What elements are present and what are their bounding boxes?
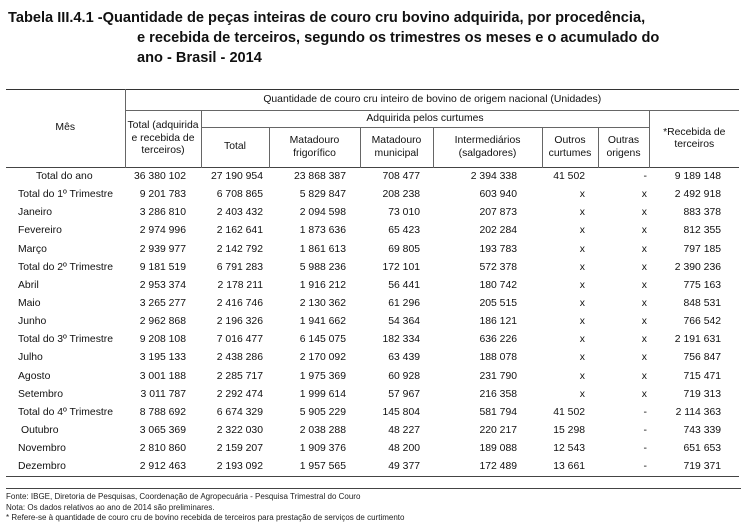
cell-total: 9 181 519 [139,261,186,273]
header-total: Total [201,128,269,168]
cell-mun: 48 200 [388,443,420,455]
cell-total: 3 001 188 [139,370,186,382]
cell-mun: 60 928 [388,370,420,382]
cell-frig: 23 868 387 [293,171,346,183]
cell-outc: x [579,388,585,400]
cell-receb: 715 471 [683,370,722,382]
cell-receb: 848 531 [683,298,722,310]
cell-outo: x [641,370,647,382]
cell-inter: 636 226 [479,334,517,346]
cell-outc: 15 298 [553,425,585,437]
cell-mun: 73 010 [388,207,420,219]
table-row [6,241,739,259]
cell-frig: 2 130 362 [299,298,346,310]
header-outros-curtumes: Outros curtumes [542,128,598,168]
header-total-adquirida: Total (adquirida e recebida de terceiros) [125,111,201,168]
cell-total: 2 939 977 [139,243,186,255]
cell-outo: x [641,225,647,237]
cell-mes: Total do 4º Trimestre [18,406,114,418]
table-row [6,313,739,331]
cell-frig: 1 957 565 [299,461,346,473]
table-row [6,295,739,313]
table-row [6,349,739,367]
cell-mun: 208 238 [382,189,420,201]
cell-inter: 180 742 [479,279,517,291]
cell-outc: x [579,225,585,237]
table-row [6,440,739,458]
cell-outo: x [641,261,647,273]
cell-receb: 2 191 631 [674,334,722,346]
cell-mes: Setembro [18,388,64,400]
cell-mun: 69 805 [388,243,420,255]
cell-inter: 172 489 [479,461,517,473]
cell-outo: - [643,425,647,437]
cell-mes: Novembro [18,443,66,455]
table-row [6,368,739,386]
cell-outo: - [643,171,647,183]
cell-frig: 5 905 229 [299,406,346,418]
header-mes: Mês [55,122,76,134]
cell-adq-total: 2 193 092 [216,461,263,473]
cell-adq-total: 27 190 954 [210,171,263,183]
cell-receb: 797 185 [683,243,722,255]
table-row [6,259,739,277]
table-title [8,8,738,68]
cell-mun: 63 439 [388,352,420,364]
cell-total: 2 810 860 [139,443,186,455]
cell-receb: 743 339 [683,425,722,437]
cell-inter: 205 515 [479,298,517,310]
table-row [6,186,739,204]
cell-outc: x [579,298,585,310]
cell-inter: 188 078 [479,352,517,364]
cell-adq-total: 2 196 326 [216,316,263,328]
table-row [6,277,739,295]
cell-frig: 2 094 598 [299,207,346,219]
cell-adq-total: 2 322 030 [216,425,263,437]
cell-outc: x [579,334,585,346]
cell-inter: 216 358 [479,388,517,400]
header-subgroup: Adquirida pelos curtumes [201,111,649,128]
cell-outo: x [641,388,647,400]
cell-mes: Total do 3º Trimestre [18,334,114,346]
cell-total: 2 962 868 [139,316,186,328]
cell-frig: 1 916 212 [299,279,346,291]
cell-mun: 56 441 [388,279,420,291]
cell-mun: 65 423 [388,225,420,237]
cell-receb: 812 355 [683,225,722,237]
cell-total: 9 201 783 [139,189,186,201]
cell-inter: 572 378 [479,261,517,273]
cell-adq-total: 6 708 865 [216,189,263,201]
table-row [6,386,739,404]
cell-outc: x [579,352,585,364]
cell-outc: x [579,370,585,382]
cell-outc: x [579,261,585,273]
cell-frig: 1 999 614 [299,388,346,400]
cell-inter: 189 088 [479,443,517,455]
cell-inter: 193 783 [479,243,517,255]
cell-adq-total: 2 403 432 [216,207,263,219]
cell-outc: x [579,316,585,328]
cell-inter: 581 794 [479,406,517,418]
header-group: Quantidade de couro cru inteiro de bovino de origem nacional (Unidades) [125,90,739,111]
cell-frig: 5 988 236 [299,261,346,273]
cell-total: 3 286 810 [139,207,186,219]
cell-outo: - [643,461,647,473]
cell-mes: Abril [18,279,39,291]
cell-adq-total: 6 674 329 [216,406,263,418]
footnotes [6,488,741,524]
cell-mun: 57 967 [388,388,420,400]
footnote-source: Fonte: IBGE, Diretoria de Pesquisas, Coordenação de Agropecuária - Pesquisa Trimestral do Couro [6,492,361,501]
cell-frig: 1 975 369 [299,370,346,382]
cell-adq-total: 2 285 717 [216,370,263,382]
cell-adq-total: 2 159 207 [216,443,263,455]
cell-mes: Total do 2º Trimestre [18,261,114,273]
cell-frig: 1 941 662 [299,316,346,328]
cell-frig: 1 909 376 [299,443,346,455]
cell-adq-total: 7 016 477 [216,334,263,346]
header-municipal: Matadouro municipal [360,128,433,168]
cell-mes: Junho [18,316,47,328]
cell-total: 2 912 463 [139,461,186,473]
title-line-2: e recebida de terceiros, segundo os trimestres os meses e o acumulado do [137,30,660,46]
cell-inter: 202 284 [479,225,517,237]
cell-mun: 48 227 [388,425,420,437]
cell-inter: 207 873 [479,207,517,219]
cell-mes: Agosto [18,370,51,382]
cell-outc: 41 502 [553,171,585,183]
cell-inter: 231 790 [479,370,517,382]
cell-outc: 12 543 [553,443,585,455]
cell-mes: Janeiro [18,207,53,219]
cell-receb: 2 492 918 [674,189,722,201]
cell-mes: Total do ano [36,171,93,183]
cell-frig: 5 829 847 [299,189,346,201]
cell-outo: x [641,298,647,310]
cell-inter: 2 394 338 [470,171,517,183]
cell-total: 8 788 692 [139,406,186,418]
cell-inter: 220 217 [479,425,517,437]
table-row [6,422,739,440]
cell-receb: 2 114 363 [675,406,722,418]
cell-mun: 145 804 [382,406,420,418]
title-line-1: Quantidade de peças inteiras de couro cru bovino adquirida, por procedência, [102,10,646,26]
cell-total: 2 953 374 [139,279,186,291]
cell-outc: 13 661 [553,461,585,473]
cell-adq-total: 2 178 211 [217,279,263,291]
cell-adq-total: 2 416 746 [216,298,263,310]
cell-total: 2 974 996 [139,225,186,237]
cell-mun: 172 101 [382,261,420,273]
cell-receb: 756 847 [683,352,722,364]
cell-mun: 54 364 [388,316,420,328]
cell-receb: 719 371 [683,461,722,473]
cell-mes: Fevereiro [18,225,62,237]
header-frigorifico: Matadouro frigorífico [269,128,360,168]
cell-receb: 775 163 [683,279,722,291]
cell-total: 36 380 102 [133,171,186,183]
cell-mes: Julho [18,352,43,364]
cell-mes: Outubro [21,425,59,437]
cell-mes: Maio [18,298,41,310]
cell-mes: Março [18,243,47,255]
cell-outo: x [641,243,647,255]
cell-inter: 603 940 [479,189,517,201]
table-row [6,204,739,222]
cell-frig: 2 170 092 [299,352,346,364]
cell-frig: 1 861 613 [299,243,346,255]
cell-outo: x [641,279,647,291]
footnote-note: Nota: Os dados relativos ao ano de 2014 são preliminares. [6,502,215,512]
title-line-3: ano - Brasil - 2014 [137,50,262,66]
cell-mes: Total do 1º Trimestre [18,189,114,201]
cell-receb: 719 313 [683,388,722,400]
cell-outo: x [641,352,647,364]
cell-adq-total: 2 162 641 [216,225,263,237]
cell-total: 9 208 108 [139,334,186,346]
table-row [6,331,739,349]
cell-adq-total: 2 142 792 [216,243,263,255]
cell-total: 3 011 787 [140,388,186,400]
data-table [6,89,739,477]
cell-frig: 2 038 288 [299,425,346,437]
cell-receb: 9 189 148 [674,171,722,183]
cell-outc: x [579,243,585,255]
header-outras-origens: Outras origens [598,128,649,168]
table-row [6,222,739,240]
cell-adq-total: 2 292 474 [216,388,263,400]
cell-mun: 49 377 [388,461,420,473]
table-row [6,168,739,187]
cell-mes: Dezembro [18,461,66,473]
cell-inter: 186 121 [479,316,517,328]
cell-outo: - [643,406,647,418]
cell-receb: 2 390 236 [674,261,722,273]
cell-mun: 182 334 [382,334,420,346]
cell-adq-total: 2 438 286 [216,352,263,364]
cell-outo: x [641,316,647,328]
cell-frig: 1 873 636 [299,225,346,237]
cell-outc: x [579,207,585,219]
cell-total: 3 195 133 [139,352,186,364]
cell-outo: x [641,189,647,201]
footnote-asterisk: * Refere-se à quantidade de couro cru de bovino recebida de terceiros para prestação de serviços de curtimento [6,513,405,522]
cell-adq-total: 6 791 283 [216,261,263,273]
header-recebida: *Recebida de terceiros [649,111,739,168]
cell-mun: 708 477 [382,171,420,183]
title-prefix: Tabela III.4.1 - [8,10,103,26]
cell-receb: 766 542 [683,316,722,328]
cell-outc: x [579,279,585,291]
cell-total: 3 065 369 [139,425,186,437]
cell-outc: 41 502 [553,406,585,418]
header-intermediarios: Intermediários (salgadores) [433,128,542,168]
cell-total: 3 265 277 [139,298,186,310]
cell-outo: x [641,207,647,219]
cell-outc: x [579,189,585,201]
table-row [6,458,739,477]
cell-mun: 61 296 [388,298,420,310]
cell-receb: 883 378 [683,207,722,219]
cell-outo: x [641,334,647,346]
table-row [6,404,739,422]
cell-outo: - [643,443,647,455]
cell-receb: 651 653 [683,443,722,455]
cell-frig: 6 145 075 [299,334,346,346]
